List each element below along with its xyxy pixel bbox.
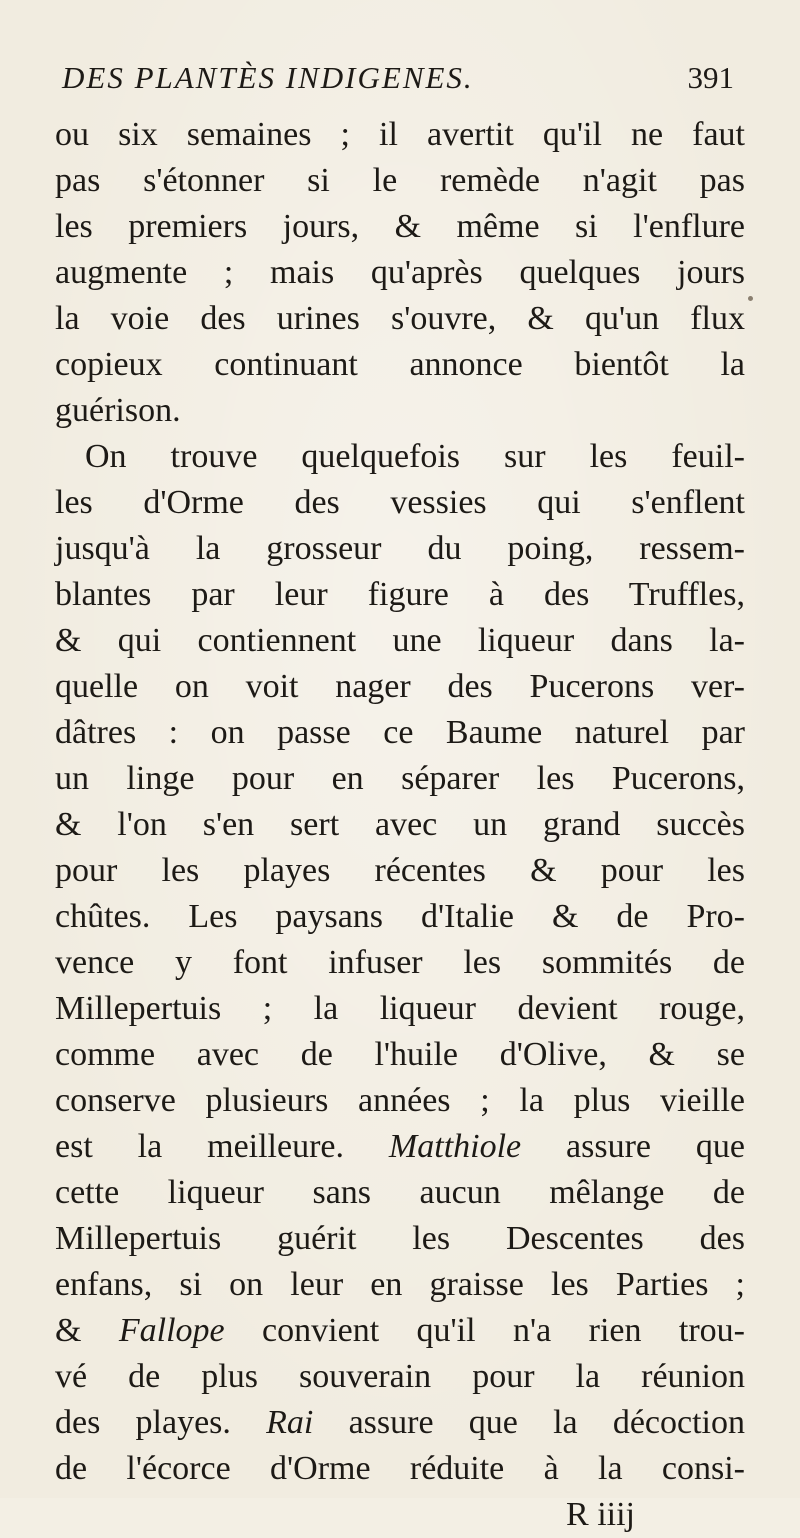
text-line: Millepertuis guérit les Descentes des <box>55 1220 745 1257</box>
text-line: Millepertuis ; la liqueur devient rouge, <box>55 990 745 1027</box>
text-line: augmente ; mais qu'après quelques jours <box>55 254 745 291</box>
running-head: DES PLANTÈS INDIGENES. <box>62 60 474 95</box>
text-line: pour les playes récentes & pour les <box>55 852 745 889</box>
text-line: ou six semaines ; il avertit qu'il ne faut <box>55 116 745 153</box>
text-line: dâtres : on passe ce Baume naturel par <box>55 714 745 751</box>
ink-speck <box>748 296 753 301</box>
text-line: est la meilleure. Matthiole assure que <box>55 1128 746 1165</box>
text-line: chûtes. Les paysans d'Italie & de Pro- <box>55 898 745 935</box>
text-line: cette liqueur sans aucun mêlange de <box>55 1174 745 1211</box>
text-line: la voie des urines s'ouvre, & qu'un flux <box>55 300 745 337</box>
text-line: & qui contiennent une liqueur dans la- <box>55 622 745 659</box>
text-line: vence y font infuser les sommités de <box>55 944 745 981</box>
text-line: les d'Orme des vessies qui s'enflent <box>55 484 745 521</box>
signature-mark: R iiij <box>566 1496 635 1533</box>
text-line: copieux continuant annonce bientôt la <box>55 346 745 383</box>
text-line: conserve plusieurs années ; la plus vieille <box>55 1082 745 1119</box>
author-name: Fallope <box>118 1312 225 1349</box>
text-line: guérison. <box>55 392 181 429</box>
text-line: vé de plus souverain pour la réunion <box>55 1358 745 1395</box>
text-line: un linge pour en séparer les Pucerons, <box>55 760 745 797</box>
text-line: jusqu'à la grosseur du poing, ressem- <box>55 530 745 567</box>
text-line: pas s'étonner si le remède n'agit pas <box>55 162 745 199</box>
author-name: Rai <box>266 1404 314 1441</box>
text-line: & Fallope convient qu'il n'a rien trou- <box>55 1312 745 1349</box>
page-header <box>62 60 742 108</box>
text-line: On trouve quelquefois sur les feuil- <box>85 438 745 475</box>
text-line: comme avec de l'huile d'Olive, & se <box>55 1036 745 1073</box>
text-line: blantes par leur figure à des Truffles, <box>55 576 745 613</box>
text-line: enfans, si on leur en graisse les Parties ; <box>55 1266 745 1303</box>
text-line: les premiers jours, & même si l'enflure <box>55 208 745 245</box>
text-line: des playes. Rai assure que la décoction <box>55 1404 745 1441</box>
text-line: quelle on voit nager des Pucerons ver- <box>55 668 745 705</box>
page-number: 391 <box>687 60 734 95</box>
author-name: Matthiole <box>388 1128 522 1165</box>
text-line: de l'écorce d'Orme réduite à la consi- <box>55 1450 745 1487</box>
text-line: & l'on s'en sert avec un grand succès <box>55 806 745 843</box>
